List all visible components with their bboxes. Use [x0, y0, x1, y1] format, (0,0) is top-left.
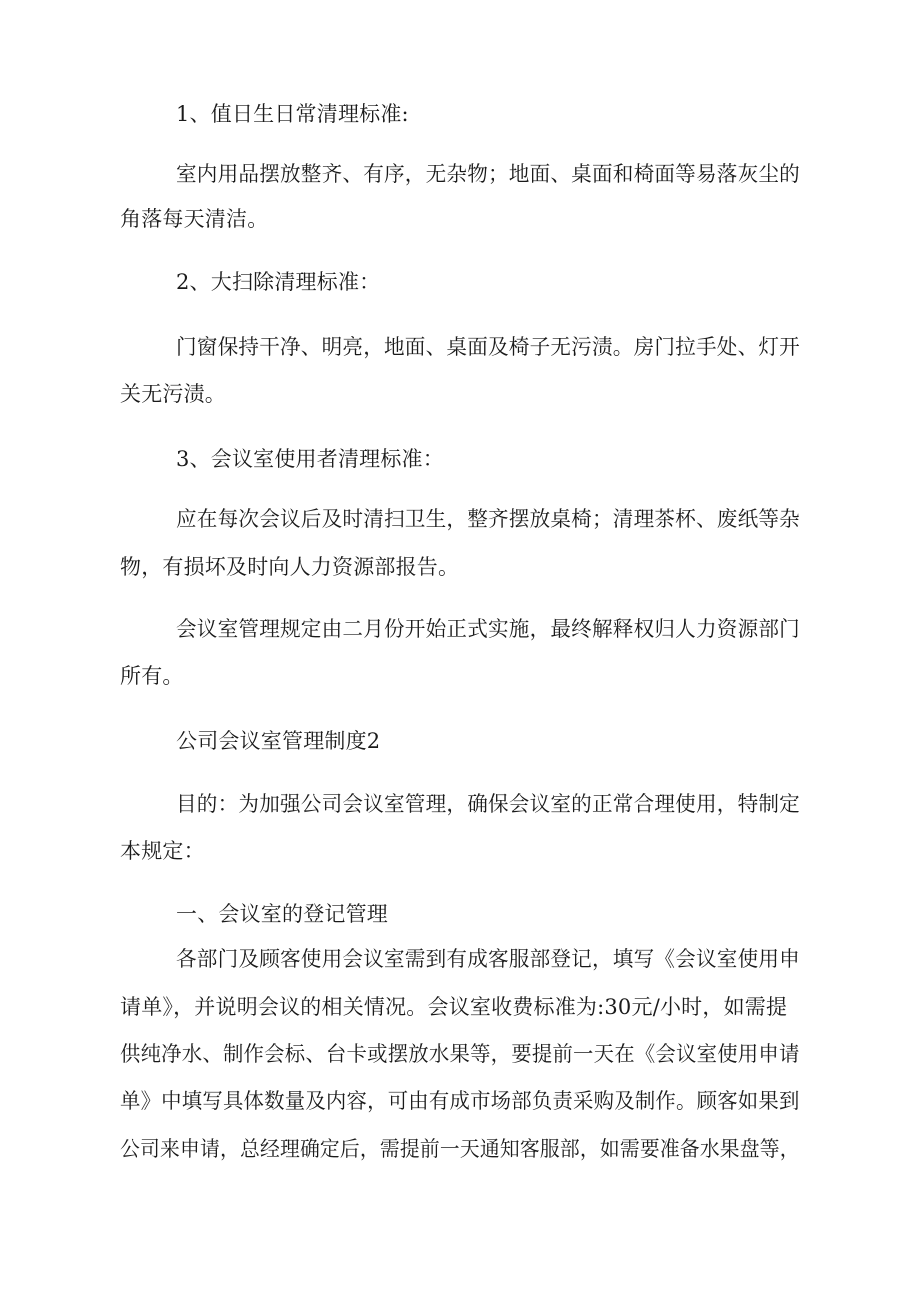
- heading-daily-cleaning-standard: 1、值日生日常清理标准:: [176, 102, 409, 126]
- paragraph-line: 单》中填写具体数量及内容，可由有成市场部负责采购及制作。顾客如果到: [120, 1089, 800, 1113]
- paragraph-line: 各部门及顾客使用会议室需到有成客服部登记，填写《会议室使用申: [176, 947, 800, 971]
- paragraph-line: 公司来申请，总经理确定后，需提前一天通知客服部，如需要准备水果盘等，: [120, 1137, 800, 1161]
- paragraph-line: 本规定：: [120, 839, 205, 863]
- heading-user-cleaning-standard: 3、会议室使用者清理标准：: [176, 447, 444, 471]
- paragraph-line: 门窗保持干净、明亮，地面、桌面及椅子无污渍。房门拉手处、灯开: [176, 335, 800, 359]
- paragraph-line: 应在每次会议后及时清扫卫生，整齐摆放桌椅；清理茶杯、废纸等杂: [176, 507, 800, 531]
- paragraph-line: 目的：为加强公司会议室管理，确保会议室的正常合理使用，特制定: [176, 792, 800, 816]
- paragraph-line: 请单》，并说明会议的相关情况。会议室收费标准为:30元/小时，如需提: [120, 995, 788, 1019]
- paragraph-line: 会议室管理规定由二月份开始正式实施，最终解释权归人力资源部门: [176, 617, 800, 641]
- paragraph-line: 室内用品摆放整齐、有序，无杂物；地面、桌面和椅面等易落灰尘的: [176, 162, 800, 186]
- paragraph-line: 所有。: [120, 664, 184, 688]
- paragraph-line: 物，有损坏及时向人力资源部报告。: [120, 555, 460, 579]
- section-title: 公司会议室管理制度2: [176, 729, 381, 753]
- paragraph-line: 供纯净水、制作会标、台卡或摆放水果等，要提前一天在《会议室使用申请: [120, 1042, 800, 1066]
- heading-registration-management: 一、会议室的登记管理: [176, 902, 388, 926]
- paragraph-line: 角落每天清洁。: [120, 207, 269, 231]
- paragraph-line: 关无污渍。: [120, 382, 226, 406]
- heading-general-cleaning-standard: 2、大扫除清理标准：: [176, 270, 381, 294]
